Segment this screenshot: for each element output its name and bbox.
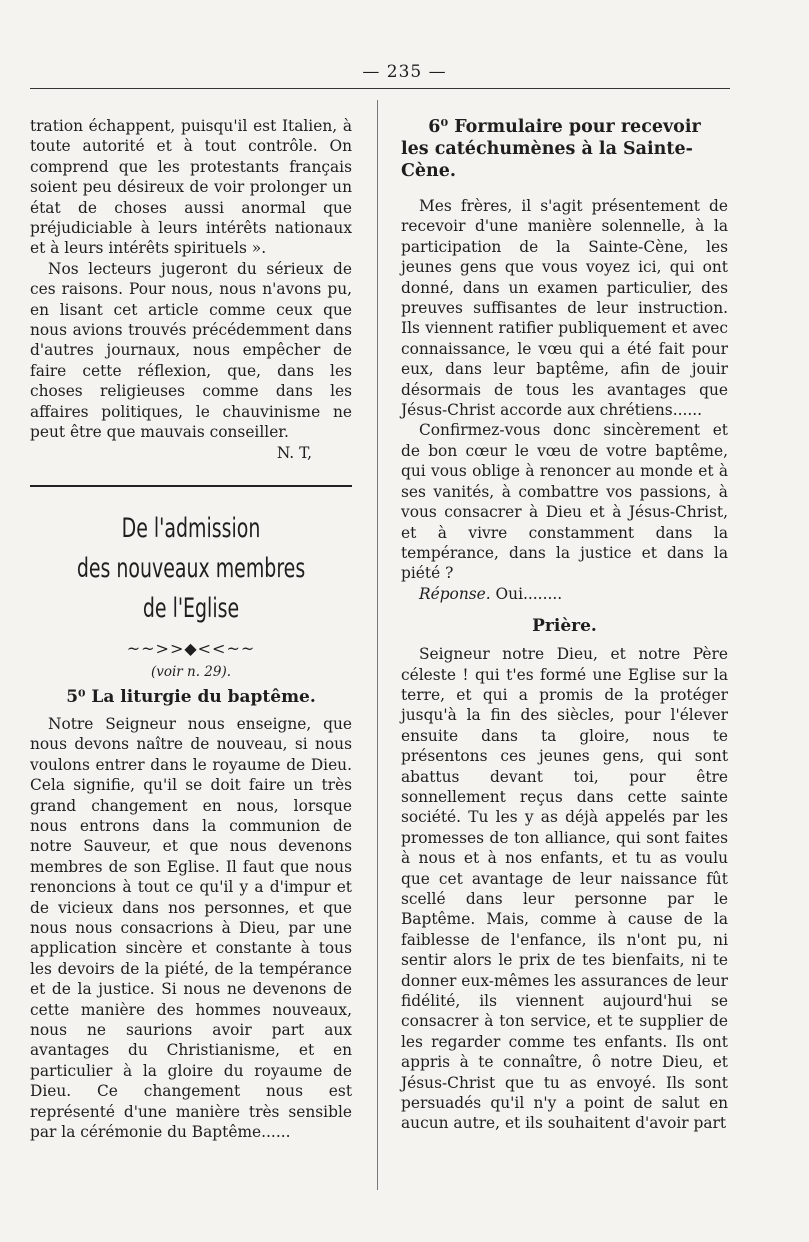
page-number: — 235 — — [362, 62, 447, 82]
formulary-paragraph-2: Confirmez-vous donc sincèrement et de bon cœur le vœu de votre baptême, qui vous oblige à renoncer au monde et à ses vanités, à combattre vos passions, à vous consacrer à Dieu et à Jésus-Christ, et à vivre constamment dans la tempérance, dans la justice et dans la piété ? — [401, 421, 728, 583]
response-line — [401, 584, 728, 604]
article-separator — [30, 485, 352, 487]
left-column — [30, 116, 352, 1142]
formulary-heading-line1: 6⁰ Formulaire pour recevoir — [428, 117, 701, 137]
article-title-line1: De l'admission — [121, 512, 261, 544]
reference-note: (voir n. 29). — [150, 663, 232, 680]
continuation-paragraph: tration échappent, puisqu'il est Italien, à toute autorité et à tout contrôle. On comprend que les protestants français soient peu désireux de voir prolonger un état de choses aussi anormal que préjudiciable à leurs intérêts nationaux et à leurs intérêts spirituels ». — [30, 117, 352, 258]
prayer-paragraph: Seigneur notre Dieu, et notre Père céleste ! qui t'es formé une Eglise sur la terre, et qui a promis de la protéger jusqu'à la fin des siècles, pour l'élever ensuite dans ta gloire, nous te présentons ces jeunes gens, qui sont abattus devant toi, pour être sonnellement reçus dans cette sainte société. Tu les y as déjà appelés par les promesses de ton alliance, qui sont faites à nous et à nos enfants, et tu as voulu que cet avantage de leur naissance fût scellé dans leur personne par le Baptême. Mais, comme à cause de la faiblesse de l'enfance, ils n'ont pu, ni sentir alors le prix de tes bienfaits, ni te donner eux-mêmes les assurances de leur fidélité, ils viennent aujourd'hui se consacrer à ton service, et te supplier de les regarder comme tes enfants. Ils ont appris à te connaître, ô notre Dieu, et Jésus-Christ que tu as envoyé. Ils sont persuadés qu'il n'y a point de salut en aucun autre, et ils souhaitent d'avoir part — [401, 645, 728, 1133]
header-rule — [30, 88, 730, 89]
formulary-paragraph-1: Mes frères, il s'agit présentement de recevoir d'une manière solennelle, à la participation de la Sainte-Cène, les jeunes gens que vous voyez ici, qui ont donné, dans un examen particulier, des preuves suffisantes de leur instruction. Ils viennent ratifier publiquement et avec connaissance, le vœu qui a été fait pour eux, dans leur baptême, afin de jouir désormais de tous les avantages que Jésus-Christ accorde aux chrétiens...... — [401, 197, 728, 420]
column-divider — [377, 100, 378, 1190]
prayer-heading: Prière. — [532, 616, 597, 637]
article-title-line2: des nouveaux membres de l'Eglise — [76, 552, 306, 624]
section-heading-baptism: 5⁰ La liturgie du baptême. — [66, 686, 316, 707]
ornament-divider: ~~>>◆<<~~ — [126, 638, 256, 658]
commentary-paragraph: Nos lecteurs jugeront du sérieux de ces raisons. Pour nous, nous n'avons pu, en lisant cet article comme ceux que nous avions trouvés précédemment dans d'autres journaux, nous empêcher de faire cette réflexion, que, dans les choses religieuses comme dans les affaires politiques, le chauvinisme ne peut être que mauvais conseiller. — [30, 259, 352, 442]
right-column — [401, 116, 728, 1134]
response-label: Réponse. — [419, 584, 491, 603]
section-heading-formulary — [401, 116, 728, 182]
author-signature: N. T, — [276, 443, 312, 462]
baptism-paragraph: Notre Seigneur nous enseigne, que nous devons naître de nouveau, si nous voulons entrer dans le royaume de Dieu. Cela signifie, qu'il se doit faire un très grand changement en nous, lorsque nous entrons dans la communion de notre Sauveur, et que nous devenons membres de son Eglise. Il faut que nous renoncions à tout ce qu'il y a d'impur et de vicieux dans nos personnes, et que nous nous consacrions à Dieu, par une application sincère et constante à tous les devoirs de la piété, de la tempérance et de la justice. Si nous ne devenons de cette manière des hommes nouveaux, nous ne saurions avoir part aux avantages du Christianisme, et en particulier à la gloire du royaume de Dieu. Ce changement nous est représenté d'une manière très sensible par la cérémonie du Baptême...... — [30, 714, 352, 1142]
response-text: Oui........ — [495, 584, 563, 603]
formulary-heading-line2: les catéchumènes à la Sainte-Cène. — [401, 139, 693, 181]
